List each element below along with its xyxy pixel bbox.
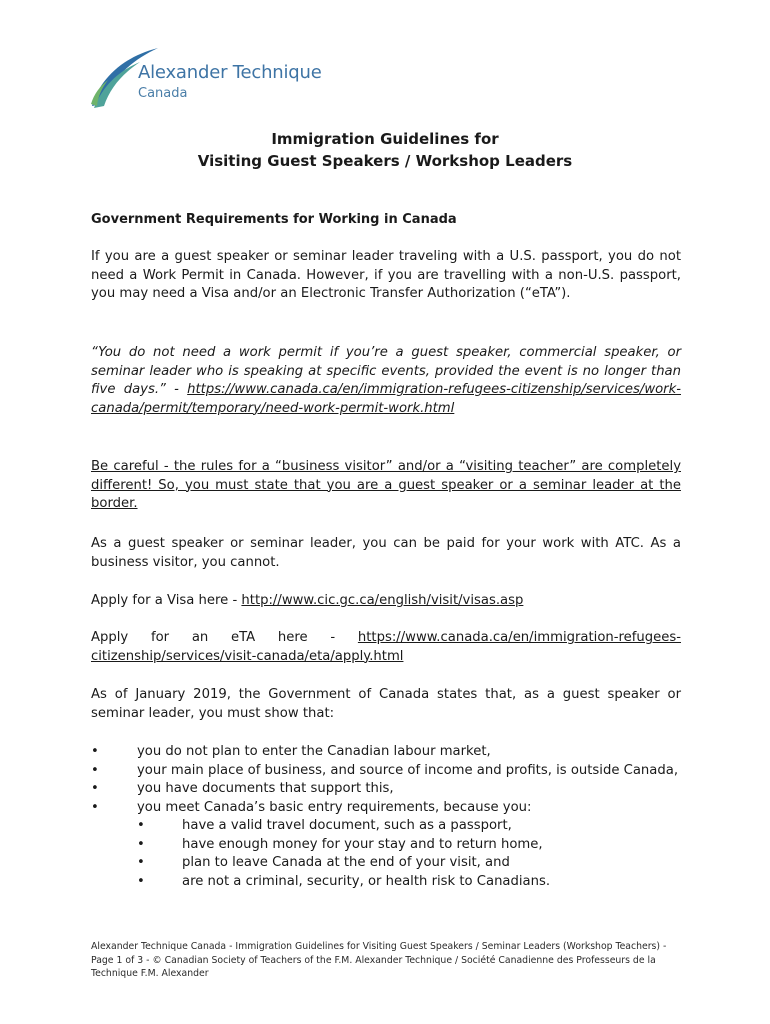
logo-subtitle: Canada [138,86,188,101]
section-heading: Government Requirements for Working in Canada [91,212,457,227]
logo [88,44,328,110]
paragraph-requirements: As of January 2019, the Government of Canada states that, as a guest speaker or seminar leader, you must show that: [91,687,681,721]
list-item: • your main place of business, and source of income and profits, is outside Canada, [91,762,691,781]
paragraph-passport: If you are a guest speaker or seminar leader traveling with a U.S. passport, you do not need a Work Permit in Canada. However, if you are travelling with a non-U.S. passport, you may need a Visa and/or an Electronic Transfer Authorization (“eTA”). [91,249,681,301]
page-title-line-1: Immigration Guidelines for [271,130,499,148]
list-item: • you meet Canada’s basic entry requirements, because you: [91,799,691,818]
bullet-icon: • [91,799,99,815]
page-footer: Alexander Technique Canada - Immigration Guidelines for Visiting Guest Speakers / Seminar Leaders (Workshop Teachers) - Page 1 of 3 - © Canadian Society of Teachers of the F.M. Alexander Technique / Société Canadienne des Professeurs de la Technique F.M. Alexander [91,941,667,979]
paragraph-warning: Be careful - the rules for a “business visitor” and/or a “visiting teacher” are completely different! So, you must state that you are a guest speaker or a seminar leader at the border. [91,459,681,511]
paragraph-payment: As a guest speaker or seminar leader, you can be paid for your work with ATC. As a business visitor, you cannot. [91,536,681,570]
sub-list-item: • have a valid travel document, such as a passport, [91,817,691,836]
sub-list-item: • have enough money for your stay and to return home, [91,836,691,855]
logo-name: Alexander Technique [138,62,322,83]
paragraph-visa [91,592,681,611]
sub-list-item: • are not a criminal, security, or health risk to Canadians. [91,873,691,892]
bullet-icon: • [91,744,99,759]
visa-text: Apply for a Visa here - [91,593,242,608]
bullet-icon: • [91,781,99,796]
eta-link[interactable]: https://www.canada.ca/en/immigration-refugees-citizenship/services/visit-canada/eta/apply.html [91,630,681,664]
page-title-line-2: Visiting Guest Speakers / Workshop Leaders [197,152,573,170]
requirements-list [91,743,691,891]
quote-text: “You do not need a work permit if you’re a guest speaker, commercial speaker, or seminar leader who is speaking at specific events, provided the event is no longer than five days.” - [91,345,681,397]
paragraph-eta [91,629,681,666]
list-item: • you do not plan to enter the Canadian labour market, [91,743,691,762]
list-item: • you have documents that support this, [91,780,691,799]
visa-link[interactable]: http://www.cic.gc.ca/english/visit/visas.asp [241,593,524,608]
bullet-icon: • [137,855,145,870]
bullet-icon: • [137,873,145,889]
eta-text: Apply for an eTA here - [91,630,358,645]
paragraph-quote [91,344,681,418]
bullet-icon: • [137,836,145,852]
bullet-icon: • [91,762,99,778]
sub-list-item: • plan to leave Canada at the end of your visit, and [91,854,691,873]
work-permit-link[interactable]: https://www.canada.ca/en/immigration-refugees-citizenship/services/work-canada/permit/temporary/need-work-permit-work.html [91,382,681,416]
bullet-icon: • [137,818,145,833]
